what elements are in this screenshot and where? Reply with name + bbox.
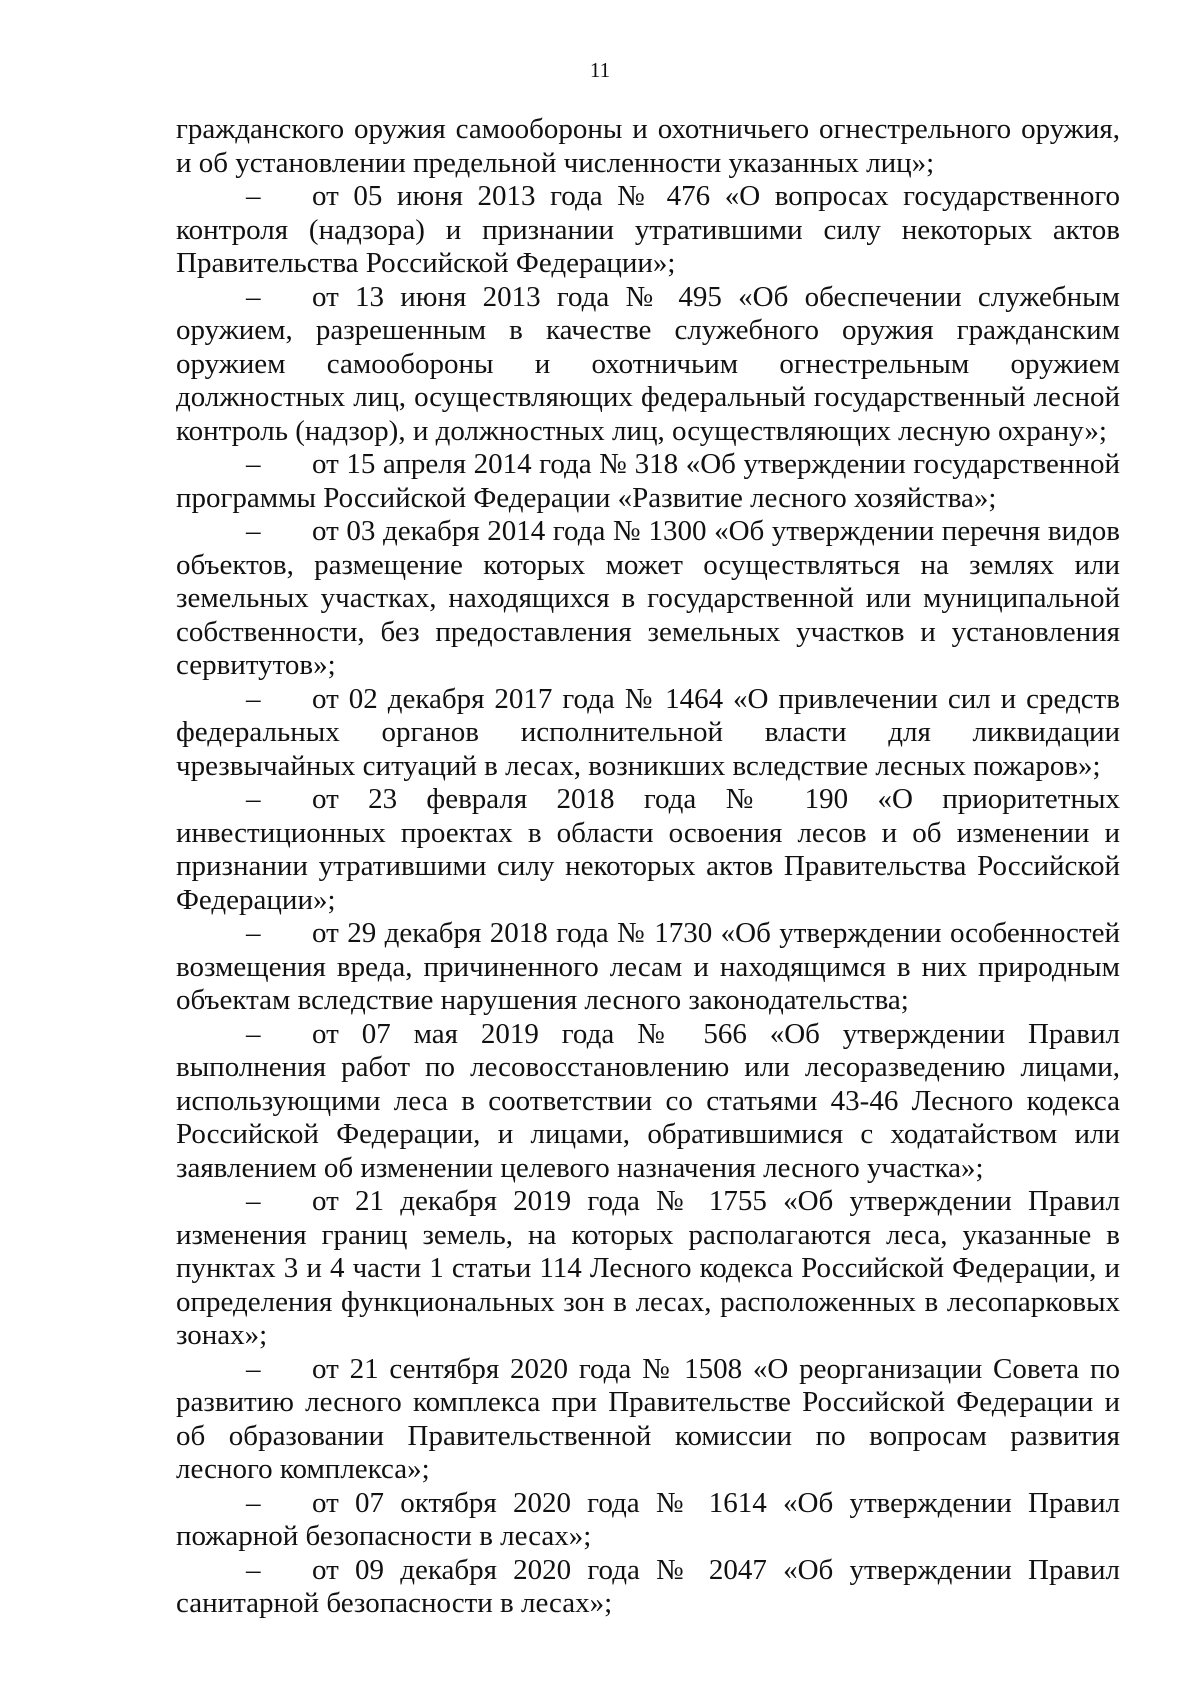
list-item-text: от 09 декабря 2020 года № 2047 «Об утверждении Правил санитарной безопасности в лесах»;: [176, 1553, 1120, 1619]
list-item-decree-190: [176, 783, 1120, 917]
list-dash: –: [246, 448, 261, 480]
list-item-text: от 05 июня 2013 года № 476 «О вопросах государственного контроля (надзора) и признании утратившими силу некоторых актов Правительства Российской Федерации»;: [176, 180, 1120, 279]
list-dash: –: [246, 515, 261, 547]
list-dash: –: [246, 280, 261, 313]
list-item-text: от 07 октября 2020 года № 1614 «Об утверждении Правил пожарной безопасности в лесах»;: [176, 1486, 1120, 1552]
list-dash: –: [246, 682, 261, 715]
list-item-decree-1300: [176, 515, 1120, 683]
list-item-text: от 21 декабря 2019 года № 1755 «Об утверждении Правил изменения границ земель, на которых располагаются леса, указанные в пунктах 3 и 4 части 1 статьи 114 Лесного кодекса Российской Федерации, и определения функциональных зон в лесах, расположенных в лесопарковых зонах»;: [176, 1185, 1120, 1351]
list-item-text: от 13 июня 2013 года № 495 «Об обеспечении служебным оружием, разрешенным в качестве служебного оружия гражданским оружием самообороны и охотничьим огнестрельным оружием должностных лиц, осуществляющих федеральный государственный лесной контроль (надзор), и должностных лиц, осуществляющих лесную охрану»;: [176, 280, 1120, 447]
list-item-decree-476: [176, 180, 1120, 281]
list-dash: –: [246, 1486, 261, 1519]
list-dash: –: [246, 1352, 261, 1385]
list-item-text: от 29 декабря 2018 года № 1730 «Об утверждении особенностей возмещения вреда, причиненного лесам и находящимся в них природным объектам вследствие нарушения лесного законодательства;: [176, 917, 1120, 1016]
list-dash: –: [246, 1017, 261, 1050]
list-item-decree-2047: [176, 1554, 1120, 1621]
list-dash: –: [246, 917, 261, 949]
list-item-decree-495: [176, 281, 1120, 449]
list-item-decree-1464: [176, 683, 1120, 784]
list-item-text: от 02 декабря 2017 года № 1464 «О привлечении сил и средств федеральных органов исполнительной власти для ликвидации чрезвычайных ситуаций в лесах, возникших вследствие лесных пожаров»;: [176, 682, 1120, 782]
list-item-decree-1614: [176, 1487, 1120, 1554]
list-dash: –: [246, 783, 261, 815]
list-dash: –: [246, 1185, 261, 1217]
list-item-text: от 03 декабря 2014 года № 1300 «Об утверждении перечня видов объектов, размещение которых может осуществляться на землях или земельных участках, находящихся в государственной или муниципальной собственности, без предоставления земельных участков и установления сервитутов»;: [176, 515, 1120, 681]
list-item-text: от 21 сентября 2020 года № 1508 «О реорганизации Совета по развитию лесного комплекса при Правительстве Российской Федерации и об образовании Правительственной комиссии по вопросам развития лесного комплекса»;: [176, 1352, 1120, 1485]
document-body: [176, 113, 1120, 1621]
list-item-text: от 23 февраля 2018 года № 190 «О приоритетных инвестиционных проектах в области освоения лесов и об изменении и признании утратившими силу некоторых актов Правительства Российской Федерации»;: [176, 783, 1120, 916]
list-dash: –: [246, 1553, 261, 1586]
list-item-decree-1755: [176, 1185, 1120, 1353]
page-number: 11: [589, 58, 611, 82]
list-item-decree-1730: [176, 917, 1120, 1018]
list-item-text: от 15 апреля 2014 года № 318 «Об утверждении государственной программы Российской Федерации «Развитие лесного хозяйства»;: [176, 448, 1120, 514]
paragraph-continuation: гражданского оружия самообороны и охотничьего огнестрельного оружия, и об установлении предельной численности указанных лиц»;: [176, 113, 1120, 179]
list-dash: –: [246, 180, 261, 212]
list-item-decree-1508: [176, 1353, 1120, 1487]
list-item-text: от 07 мая 2019 года № 566 «Об утверждении Правил выполнения работ по лесовосстановлению или лесоразведению лицами, использующими леса в соответствии со статьями 43-46 Лесного кодекса Российской Федерации, и лицами, обратившимися с ходатайством или заявлением об изменении целевого назначения лесного участка»;: [176, 1017, 1120, 1184]
list-item-decree-318: [176, 448, 1120, 515]
list-item-decree-566: [176, 1018, 1120, 1186]
